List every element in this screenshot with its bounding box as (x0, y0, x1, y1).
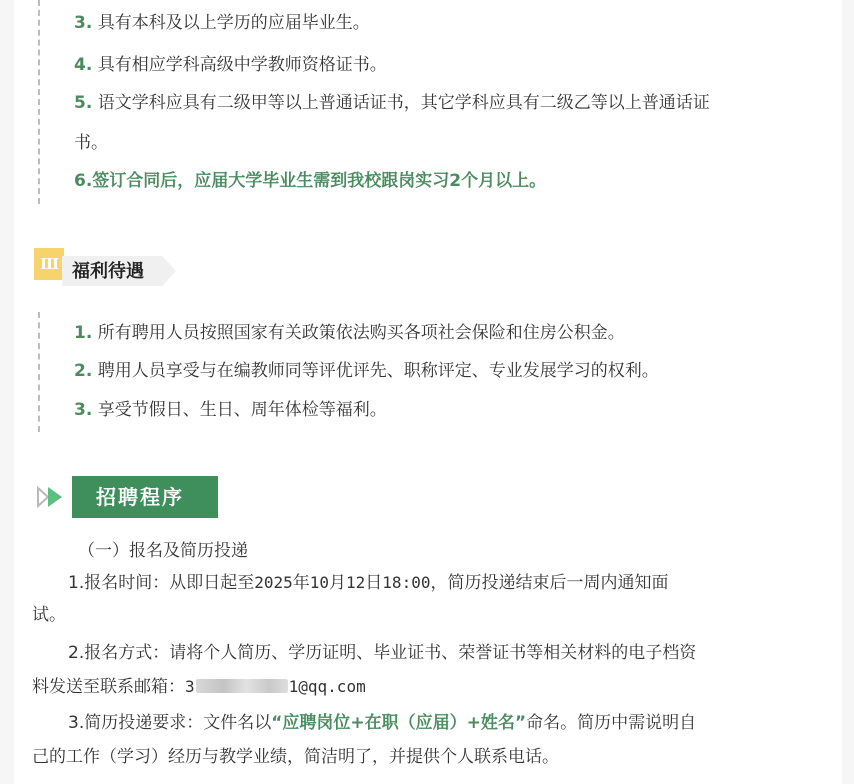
dashed-divider (38, 0, 40, 204)
item-number: 3. (74, 13, 93, 33)
text-segment: 年 (292, 573, 310, 593)
text-segment: 3.简历投递要求：文件名以 (68, 713, 272, 733)
list-item (74, 360, 659, 382)
paragraph-email-line (32, 676, 832, 698)
item-number: 3. (74, 400, 93, 420)
paragraph-registration-method: 2.报名方式：请将个人简历、学历证明、毕业证书、荣誉证书等相关材料的电子档资 (68, 643, 697, 663)
item-number: 4. (74, 55, 93, 75)
text-segment: 命名。简历中需说明自 (526, 713, 697, 733)
text-segment: ，简历投递结束后一周内通知面 (430, 573, 669, 593)
list-item (74, 399, 387, 421)
list-item (74, 92, 710, 114)
text-segment: 10 (309, 573, 330, 592)
text-segment: 12 (346, 573, 366, 592)
item-number: 2. (74, 361, 93, 381)
text-segment: 2025 (254, 573, 293, 592)
paragraph-submission-requirements (68, 712, 854, 734)
item-number: 5. (74, 93, 93, 113)
list-item (74, 54, 387, 76)
list-item-highlight (74, 170, 546, 192)
email-start: 3 (185, 677, 195, 696)
right-gutter (842, 0, 854, 784)
item-text: 具有本科及以上学历的应届毕业生。 (92, 13, 370, 33)
redacted-blur (196, 679, 288, 693)
paragraph-registration-time (68, 572, 854, 594)
item-number: 6. (74, 171, 93, 191)
paragraph-continuation: 试。 (32, 605, 66, 625)
paragraph-continuation: 己的工作（学习）经历与教学业绩，简洁明了，并提供个人联系电话。 (32, 747, 559, 767)
roman-numeral-badge: III (34, 248, 64, 280)
item-number: 1. (74, 323, 93, 343)
email-end: 1@qq.com (288, 677, 366, 696)
text-segment: 18:00 (382, 573, 431, 592)
item-text: 所有聘用人员按照国家有关政策依法购买各项社会保险和住房公积金。 (92, 323, 625, 343)
list-item (74, 12, 370, 34)
text-segment: 1.报名时间：从即日起至 (68, 573, 255, 593)
filename-format-highlight: “应聘岗位+在职（应届）+姓名” (271, 713, 527, 733)
item-text: 具有相应学科高级中学教师资格证书。 (92, 55, 387, 75)
list-item-continuation (74, 132, 108, 154)
list-item (74, 322, 625, 344)
play-arrow-icon (36, 486, 68, 508)
text-segment: 日 (365, 573, 383, 593)
item-text: 书。 (74, 133, 108, 153)
dashed-divider (38, 312, 40, 432)
item-text: 语文学科应具有二级甲等以上普通话证书，其它学科应具有二级乙等以上普通话证 (92, 93, 710, 113)
item-text: 签订合同后，应届大学毕业生需到我校跟岗实习2个月以上。 (92, 171, 547, 191)
item-text: 聘用人员享受与在编教师同等评优评先、职称评定、专业发展学习的权利。 (92, 361, 659, 381)
left-gutter (0, 0, 14, 784)
subsection-heading: （一）报名及简历投递 (78, 541, 248, 561)
section-title-procedure: 招聘程序 (96, 485, 184, 509)
text-segment: 料发送至联系邮箱： (32, 677, 185, 697)
item-text: 享受节假日、生日、周年体检等福利。 (92, 400, 387, 420)
text-segment: 月 (329, 573, 347, 593)
section-title-benefits: 福利待遇 (72, 261, 144, 282)
